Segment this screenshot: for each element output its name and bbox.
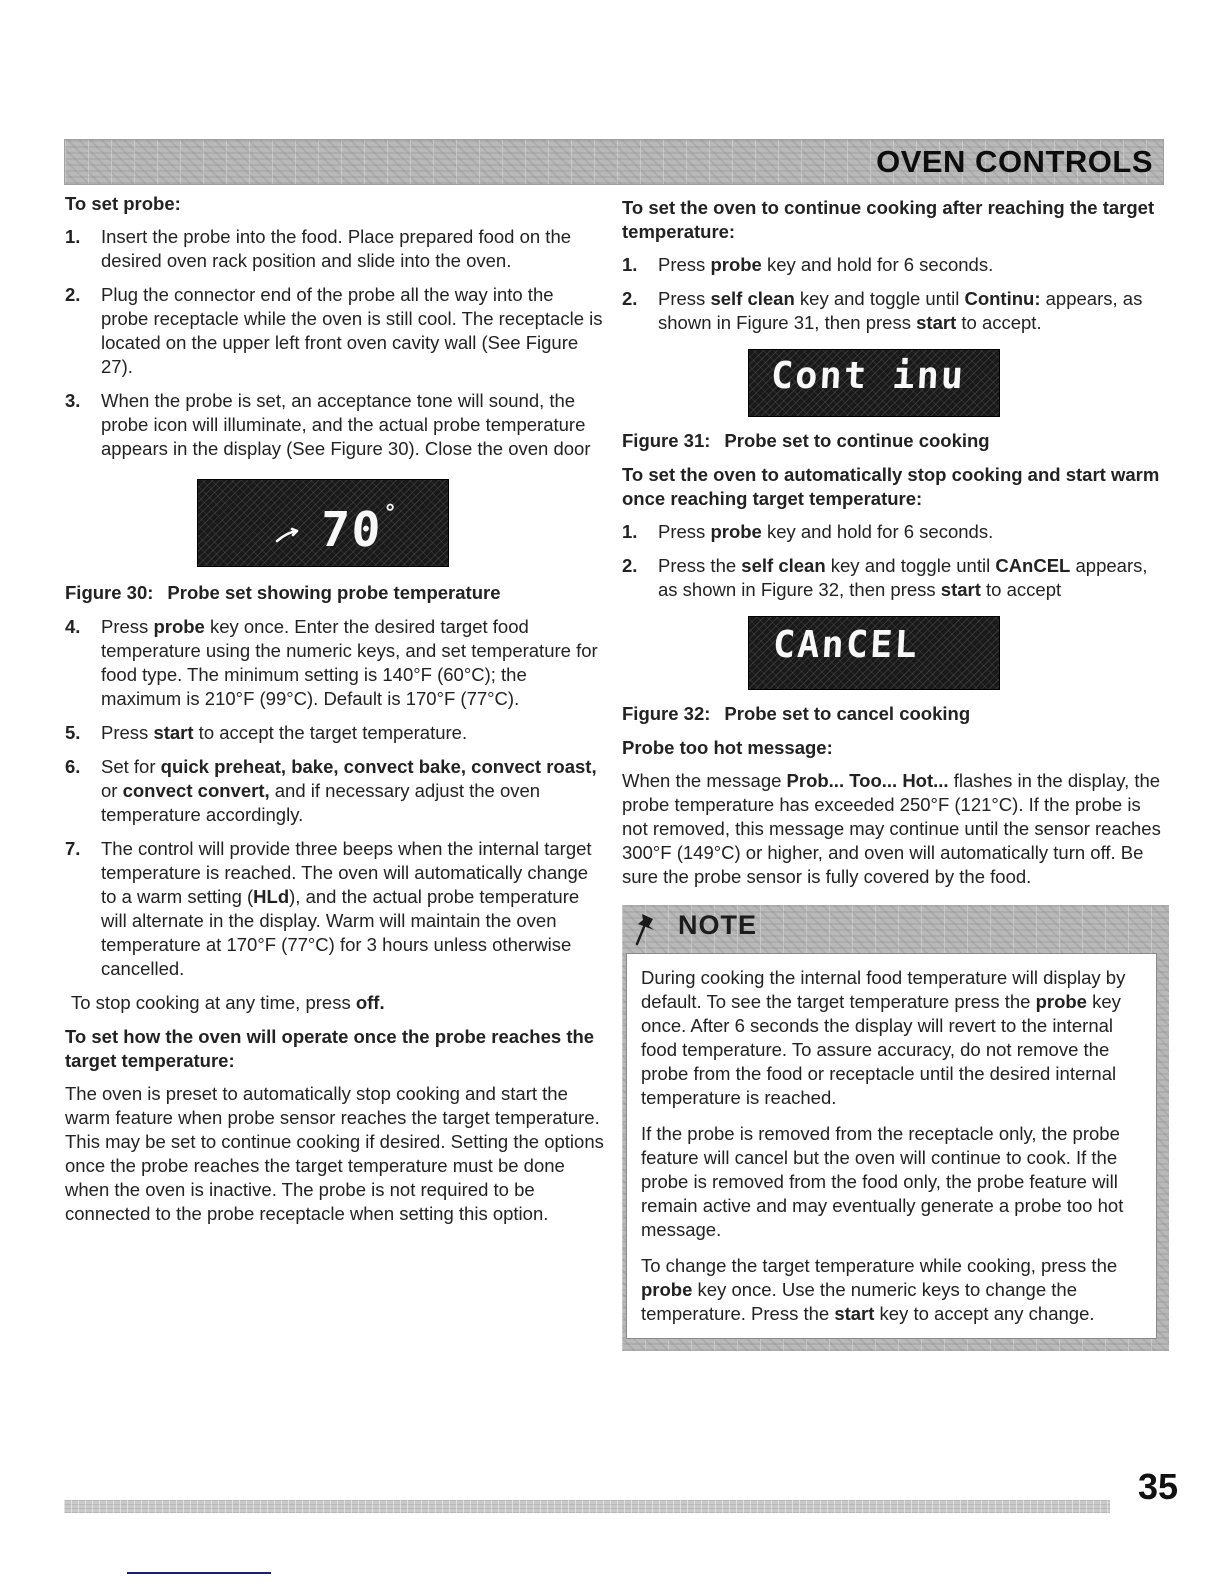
probe-icon bbox=[274, 526, 304, 550]
degree-symbol: ° bbox=[382, 501, 398, 526]
oven-display-figure-31 bbox=[748, 349, 1000, 417]
list-number: 3. bbox=[65, 390, 81, 411]
left-column bbox=[65, 192, 605, 1238]
figure-30-caption bbox=[65, 581, 605, 605]
display-probe-temperature: 70° bbox=[319, 501, 398, 558]
footer-underline bbox=[127, 1572, 271, 1574]
paragraph-oven-operate: The oven is preset to automatically stop cooking and start the warm feature when probe sensor reaches the target temperature. This may be set to continue cooking if desired. Setting the options once the probe reaches the target temperature must be done when the oven is inactive. The probe is not required to be connected to the probe receptacle when setting this option. bbox=[65, 1083, 604, 1224]
list-number: 1. bbox=[622, 254, 638, 275]
figure-32-label: Figure 32: bbox=[622, 703, 711, 724]
display-continue-text: Cont inu bbox=[769, 354, 967, 397]
list-number: 1. bbox=[622, 521, 638, 542]
list-number: 2. bbox=[65, 284, 81, 305]
note-frame bbox=[622, 953, 1169, 1351]
footer-rule bbox=[64, 1500, 1110, 1513]
list-text: The control will provide three beeps when the internal target temperature is reached. The oven will automatically change to a warm setting (HLd), and the actual probe temperature will alternate in the display. Warm will maintain the oven temperature at 170°F (77°C) for 3 hours unless otherwise cancelled. bbox=[101, 838, 592, 979]
list-item bbox=[622, 520, 1169, 544]
list-item bbox=[65, 389, 605, 461]
list-text: Plug the connector end of the probe all the way into the probe receptacle while the oven is still cool. The receptacle is located on the upper left front oven cavity wall (See Figure 27). bbox=[101, 284, 603, 377]
page-number: 35 bbox=[1137, 1466, 1178, 1507]
oven-display-figure-32 bbox=[748, 616, 1000, 690]
figure-31-caption bbox=[622, 429, 1169, 453]
list-number: 2. bbox=[622, 555, 638, 576]
note-body bbox=[626, 953, 1157, 1339]
note-title: NOTE bbox=[678, 910, 758, 940]
paragraph-probe-too-hot: When the message Prob... Too... Hot... flashes in the display, the probe temperature has exceeded 250°F (121°C). If the probe is not removed, this message may continue until the sensor reaches 300°F (149°C) or higher, and oven will automatically turn off. Be sure the probe sensor is fully covered by the food. bbox=[622, 770, 1161, 887]
note-paragraph: To change the target temperature while cooking, press the probe key once. Use the numeric keys to change the temperature. Press the start key to accept any change. bbox=[641, 1255, 1118, 1324]
list-text: Press probe key and hold for 6 seconds. bbox=[658, 254, 994, 275]
section-banner bbox=[64, 139, 1164, 185]
list-text: Press start to accept the target temperature. bbox=[101, 722, 468, 743]
list-number: 5. bbox=[65, 722, 81, 743]
list-item bbox=[622, 554, 1169, 602]
list-text: Press the self clean key and toggle until CAnCEL appears, as shown in Figure 32, then press start to accept bbox=[658, 555, 1148, 600]
heading-oven-operate: To set how the oven will operate once the probe reaches the target temperature: bbox=[65, 1026, 595, 1071]
list-number: 7. bbox=[65, 838, 81, 859]
list-number: 2. bbox=[622, 288, 638, 309]
figure-31-label: Figure 31: bbox=[622, 430, 711, 451]
list-item bbox=[65, 755, 605, 827]
list-text: Press probe key once. Enter the desired target food temperature using the numeric keys, and set temperature for food type. The minimum setting is 140°F (60°C); the maximum is 210°F (99°C). Default is 170°F (77°C). bbox=[101, 616, 598, 709]
heading-continue-cooking: To set the oven to continue cooking after reaching the target temperature: bbox=[622, 197, 1155, 242]
list-text: Press probe key and hold for 6 seconds. bbox=[658, 521, 994, 542]
figure-30-label: Figure 30: bbox=[65, 582, 154, 603]
figure-32-caption bbox=[622, 702, 1169, 726]
heading-set-probe: To set probe: bbox=[65, 193, 181, 214]
list-item bbox=[65, 615, 605, 711]
list-number: 4. bbox=[65, 616, 81, 637]
list-text: Insert the probe into the food. Place prepared food on the desired oven rack position and slide into the oven. bbox=[101, 226, 572, 271]
list-text: When the probe is set, an acceptance tone will sound, the probe icon will illuminate, and the actual probe temperature appears in the display (See Figure 30). Close the oven door bbox=[101, 390, 591, 459]
heading-probe-too-hot: Probe too hot message: bbox=[622, 737, 833, 758]
figure-31-text: Probe set to continue cooking bbox=[724, 430, 990, 451]
right-column bbox=[622, 196, 1169, 1351]
list-item bbox=[622, 253, 1169, 277]
figure-32-text: Probe set to cancel cooking bbox=[724, 703, 971, 724]
note-header bbox=[622, 905, 1169, 953]
list-number: 6. bbox=[65, 756, 81, 777]
figure-30-text: Probe set showing probe temperature bbox=[167, 582, 501, 603]
heading-stop-and-warm: To set the oven to automatically stop cooking and start warm once reaching target temperature: bbox=[622, 464, 1160, 509]
note-paragraph: If the probe is removed from the receptacle only, the probe feature will cancel but the oven will continue to cook. If the probe is removed from the food only, the probe feature will remain active and may eventually generate a probe too hot message. bbox=[641, 1123, 1124, 1240]
list-item bbox=[65, 837, 605, 981]
note-box bbox=[622, 905, 1169, 1351]
list-item bbox=[65, 225, 605, 273]
stop-cooking-line: To stop cooking at any time, press off. bbox=[71, 992, 385, 1013]
list-item bbox=[65, 283, 605, 379]
note-paragraph: During cooking the internal food temperature will display by default. To see the target temperature press the probe key once. After 6 seconds the display will revert to the internal food temperature. To assure accuracy, do not remove the probe from the food or receptacle until the desired internal temperature is reached. bbox=[641, 967, 1126, 1108]
oven-display-figure-30 bbox=[197, 479, 449, 567]
list-item bbox=[622, 287, 1169, 335]
display-cancel-text: CAnCEL bbox=[771, 623, 920, 666]
list-number: 1. bbox=[65, 226, 81, 247]
section-title: OVEN CONTROLS bbox=[876, 144, 1153, 179]
pushpin-icon bbox=[632, 912, 662, 954]
list-text: Set for quick preheat, bake, convect bake, convect roast, or convect convert, and if necessary adjust the oven temperature accordingly. bbox=[101, 756, 597, 825]
list-item bbox=[65, 721, 605, 745]
list-text: Press self clean key and toggle until Continu: appears, as shown in Figure 31, then press start to accept. bbox=[658, 288, 1143, 333]
